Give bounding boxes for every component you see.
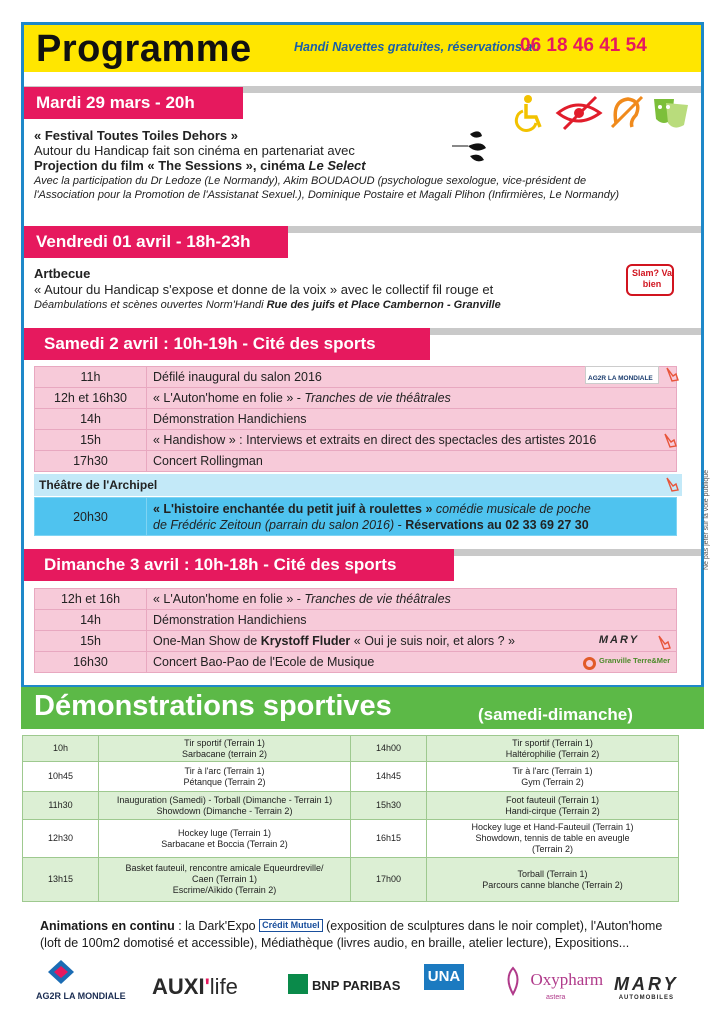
day4-schedule	[34, 588, 677, 673]
granville-logo-icon	[583, 657, 596, 670]
desc-cell: « L'Auton'home en folie » - Tranches de vie théâtrales	[147, 388, 677, 409]
table-row	[35, 589, 677, 610]
theatre-masks-icon	[654, 99, 688, 128]
auxilife-logo: AUXI'life	[152, 974, 238, 999]
activity-cell: Tir à l'arc (Terrain 1) Gym (Terrain 2)	[427, 762, 679, 792]
time-cell: 14h00	[351, 736, 427, 762]
activity-cell: Basket fauteuil, rencontre amicale Equeurdreville/ Caen (Terrain 1) Escrime/Aïkido (Terrain 2)	[99, 858, 351, 902]
day3-schedule	[34, 366, 677, 472]
oxypharm-logo: Oxypharm astera	[500, 966, 603, 996]
time-cell: 15h30	[351, 792, 427, 820]
table-row	[35, 367, 677, 388]
mary-logo: MARY AUTOMOBILES	[614, 974, 679, 1001]
table-row	[23, 792, 679, 820]
desc-cell: « Handishow » : Interviews et extraits en direct des spectacles des artistes 2016	[147, 430, 677, 451]
time-cell: 16h30	[35, 652, 147, 673]
table-row	[35, 388, 677, 409]
accessibility-icons	[514, 93, 696, 135]
animations-text: Animations en continu : la Dark'Expo Crédit Mutuel (exposition de sculptures dans le noir complet), l'Auton'home (loft de 100m2 domotisé et accessible), Médiathèque (livres audio, en braille, atelier lecture), Expositions...	[40, 919, 663, 950]
table-row	[35, 610, 677, 631]
bnp-logo: BNP PARIBAS	[288, 974, 400, 994]
ear-icon	[612, 97, 642, 127]
desc-cell: Concert Rollingman	[147, 451, 677, 472]
activity-cell: Hockey luge (Terrain 1) Sarbacane et Boccia (Terrain 2)	[99, 820, 351, 858]
slam-logo: Slam? Va bien	[626, 264, 674, 296]
table-row	[35, 409, 677, 430]
day2-desc: « Autour du Handicap s'expose et donne de la voix » avec le collectif fil rouge et	[34, 282, 494, 297]
time-cell: 20h30	[35, 498, 147, 536]
time-cell: 13h15	[23, 858, 99, 902]
granville-mini-logo: Granville Terre&Mer	[583, 656, 673, 676]
hand-pointer-icon	[656, 634, 672, 650]
table-row	[35, 498, 677, 536]
time-cell: 12h et 16h	[35, 589, 147, 610]
ag2r-mini-logo: AG2R LA MONDIALE	[585, 366, 659, 384]
day3-tab: Samedi 2 avril : 10h-19h - Cité des sports	[24, 328, 430, 360]
sport-schedule	[22, 735, 679, 902]
activity-cell: Inauguration (Samedi) - Torball (Dimanche - Terrain 1) Showdown (Dimanche - Terrain 2)	[99, 792, 351, 820]
day1-intro: Autour du Handicap fait son cinéma en partenariat avec	[34, 143, 355, 158]
day1-projection: Projection du film « The Sessions », cinéma Le Select	[34, 158, 366, 173]
table-row	[35, 430, 677, 451]
time-cell: 16h15	[351, 820, 427, 858]
bnp-logo-icon	[288, 974, 308, 994]
side-note: Ne pas jeter sur la voie publique	[703, 469, 710, 570]
oxypharm-logo-icon	[500, 966, 526, 996]
table-row	[23, 762, 679, 792]
time-cell: 15h	[35, 430, 147, 451]
activity-cell: Tir sportif (Terrain 1) Haltérophilie (Terrain 2)	[427, 736, 679, 762]
sport-title: Démonstrations sportives	[34, 690, 392, 722]
activity-cell: Foot fauteuil (Terrain 1) Handi-cirque (Terrain 2)	[427, 792, 679, 820]
desc-cell: Concert Bao-Pao de l'Ecole de Musique	[147, 652, 677, 673]
table-row	[23, 858, 679, 902]
sport-subtitle: (samedi-dimanche)	[478, 705, 633, 724]
table-row	[23, 736, 679, 762]
activity-cell: Tir sportif (Terrain 1) Sarbacane (terrain 2)	[99, 736, 351, 762]
day1-participants-2: l'Association pour la Promotion de l'Assistanat Sexuel.), Dominique Postaire et Magali Plihon (Infirmières, Le Normandy)	[34, 189, 620, 201]
day1-festival: « Festival Toutes Toiles Dehors »	[34, 128, 238, 143]
phone-number[interactable]: 06 18 46 41 54	[520, 35, 647, 56]
navette-text: Handi Navettes gratuites, réservations au	[294, 40, 540, 54]
wheelchair-icon	[516, 95, 540, 130]
desc-cell: Démonstration Handichiens	[147, 610, 677, 631]
time-cell: 12h30	[23, 820, 99, 858]
time-cell: 12h et 16h30	[35, 388, 147, 409]
day4-tab: Dimanche 3 avril : 10h-18h - Cité des sports	[24, 549, 454, 581]
time-cell: 14h45	[351, 762, 427, 792]
table-row	[35, 451, 677, 472]
time-cell: 14h	[35, 409, 147, 430]
hand-pointer-icon	[664, 476, 680, 492]
festival-logo-icon	[452, 128, 496, 164]
theatre-schedule	[34, 497, 677, 536]
desc-cell: « L'Auton'home en folie » - Tranches de vie théâtrales	[147, 589, 677, 610]
activity-cell: Tir à l'arc (Terrain 1) Pétanque (Terrain 2)	[99, 762, 351, 792]
hand-pointer-icon	[664, 366, 680, 382]
time-cell: 15h	[35, 631, 147, 652]
time-cell: 10h45	[23, 762, 99, 792]
day1-tab: Mardi 29 mars - 20h	[24, 87, 243, 119]
day2-deambulations: Déambulations et scènes ouvertes Norm'Handi Rue des juifs et Place Cambernon - Granville	[34, 299, 501, 311]
desc-cell: Démonstration Handichiens	[147, 409, 677, 430]
desc-cell: One-Man Show de Krystoff Fluder « Oui je suis noir, et alors ? »	[147, 631, 677, 652]
day2-artbecue: Artbecue	[34, 266, 91, 281]
sponsor-logos	[24, 960, 704, 1020]
ag2r-logo-icon	[48, 960, 74, 984]
theatre-header: Théâtre de l'Archipel	[34, 474, 682, 496]
day2-tab: Vendredi 01 avril - 18h-23h	[24, 226, 288, 258]
time-cell: 17h00	[351, 858, 427, 902]
time-cell: 11h	[35, 367, 147, 388]
table-row	[23, 820, 679, 858]
una-logo: UNA	[424, 964, 464, 990]
desc-cell: « L'histoire enchantée du petit juif à roulettes » comédie musicale de poche de Frédéric Zeitoun (parrain du salon 2016) - Réservations au 02 33 69 27 30	[147, 498, 677, 536]
time-cell: 14h	[35, 610, 147, 631]
ag2r-logo: AG2R LA MONDIALE	[36, 960, 126, 1001]
day1-participants-1: Avec la participation du Dr Ledoze (Le Normandy), Akim BOUDAOUD (psychologue sexologue, vice-président de	[34, 175, 587, 187]
activity-cell: Hockey luge et Hand-Fauteuil (Terrain 1) Showdown, tennis de table en aveugle (Terrain 2)	[427, 820, 679, 858]
table-row	[35, 652, 677, 673]
time-cell: 11h30	[23, 792, 99, 820]
desc-cell: Défilé inaugural du salon 2016	[147, 367, 677, 388]
activity-cell: Torball (Terrain 1) Parcours canne blanche (Terrain 2)	[427, 858, 679, 902]
hand-pointer-icon	[662, 432, 678, 448]
table-row	[35, 631, 677, 652]
credit-mutuel-logo: Crédit Mutuel	[259, 919, 323, 932]
time-cell: 17h30	[35, 451, 147, 472]
page-title: Programme	[36, 28, 252, 70]
mary-mini-logo: MARY	[598, 634, 640, 646]
eye-icon	[558, 97, 600, 129]
time-cell: 10h	[23, 736, 99, 762]
